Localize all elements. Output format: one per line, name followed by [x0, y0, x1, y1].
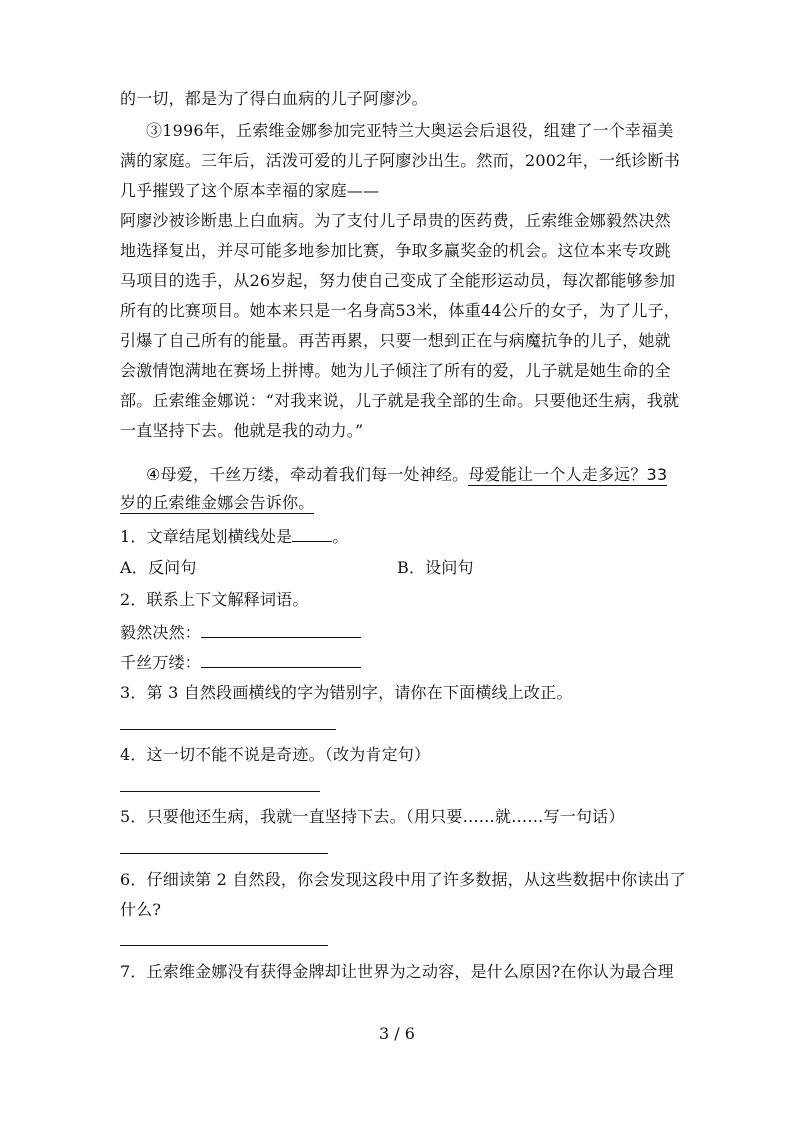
question-2-word-2-answer[interactable] — [201, 651, 361, 668]
question-1-end: 。 — [332, 527, 349, 546]
paragraph-4-line-2 — [120, 492, 314, 514]
question-3-answer-line[interactable] — [120, 729, 336, 730]
paragraph-3-line-7: 所有的比赛项目。她本来只是一名身高53米，体重44公斤的女子，为了儿子， — [120, 301, 680, 320]
question-4: 4．这一切不能不说是奇迹。（改为肯定句） — [120, 745, 431, 764]
question-1-option-b: B．设问句 — [397, 558, 474, 577]
question-5-answer-line[interactable] — [120, 853, 328, 854]
paragraph-4-underlined-sentence: 母爱能让一个人走多远？33 — [468, 465, 668, 484]
question-1-text: 1．文章结尾划横线处是 — [120, 527, 293, 546]
question-7: 7．丘索维金娜没有获得金牌却让世界为之动容，是什么原因?在你认为最合理 — [120, 962, 674, 981]
paragraph-end-text: 的一切，都是为了得白血病的儿子阿廖沙。 — [120, 89, 428, 108]
question-6-line-2: 什么? — [120, 900, 162, 919]
question-6-line-1: 6．仔细读第 2 自然段，你会发现这段中用了许多数据，从这些数据中你读出了 — [120, 870, 686, 889]
question-2-word-2 — [120, 651, 361, 674]
paragraph-3-line-1: ③1996年，丘索维金娜参加完亚特兰大奥运会后退役，组建了一个幸福美 — [146, 121, 674, 140]
paragraph-3-line-3: 几乎摧毁了这个原本幸福的家庭—— — [120, 181, 380, 200]
question-2: 2．联系上下文解释词语。 — [120, 590, 309, 609]
paragraph-4-text: ④母爱，千丝万缕，牵动着我们每一处神经。 — [146, 465, 469, 484]
question-1-option-a: A．反问句 — [120, 558, 197, 577]
paragraph-3-line-2: 满的家庭。三年后，活泼可爱的儿子阿廖沙出生。然而，2002年，一纸诊断书 — [120, 151, 680, 170]
question-4-answer-line[interactable] — [120, 791, 320, 792]
paragraph-4-underlined-sentence-cont: 岁的丘索维金娜会告诉你。 — [120, 493, 315, 512]
question-5: 5．只要他还生病，我就一直坚持下去。（用只要……就……写一句话） — [120, 807, 625, 826]
paragraph-3-line-9: 会激情饱满地在赛场上拼博。她为儿子倾注了所有的爱，儿子就是她生命的全 — [120, 361, 671, 380]
paragraph-4-line-1 — [146, 464, 667, 486]
question-2-word-2-label: 千丝万缕： — [120, 653, 202, 672]
paragraph-3-line-11: 一直坚持下去。他就是我的动力。” — [120, 421, 364, 440]
paragraph-3-line-4: 阿廖沙被诊断患上白血病。为了支付儿子昂贵的医药费，丘索维金娜毅然决然 — [120, 211, 671, 230]
question-2-word-1 — [120, 621, 361, 644]
paragraph-3-line-8: 引爆了自己所有的能量。再苦再累，只要一想到正在与病魔抗争的儿子，她就 — [120, 331, 671, 350]
question-1-blank[interactable] — [292, 525, 332, 542]
paragraph-3-line-6: 马项目的选手，从26岁起，努力使自己变成了全能形运动员，每次都能够参加 — [120, 271, 676, 290]
paragraph-3-line-10: 部。丘索维金娜说：“对我来说，儿子就是我全部的生命。只要他还生病，我就 — [120, 391, 680, 410]
question-2-word-1-answer[interactable] — [201, 621, 361, 638]
question-6-answer-line[interactable] — [120, 945, 328, 946]
paragraph-3-line-5: 地选择复出，并尽可能多地参加比赛，争取多赢奖金的机会。这位本来专攻跳 — [120, 241, 671, 260]
question-2-word-1-label: 毅然决然： — [120, 623, 202, 642]
question-1 — [120, 525, 349, 548]
question-3: 3．第 3 自然段画横线的字为错别字，请你在下面横线上改正。 — [120, 683, 573, 702]
page-number: 3 / 6 — [379, 1024, 415, 1043]
